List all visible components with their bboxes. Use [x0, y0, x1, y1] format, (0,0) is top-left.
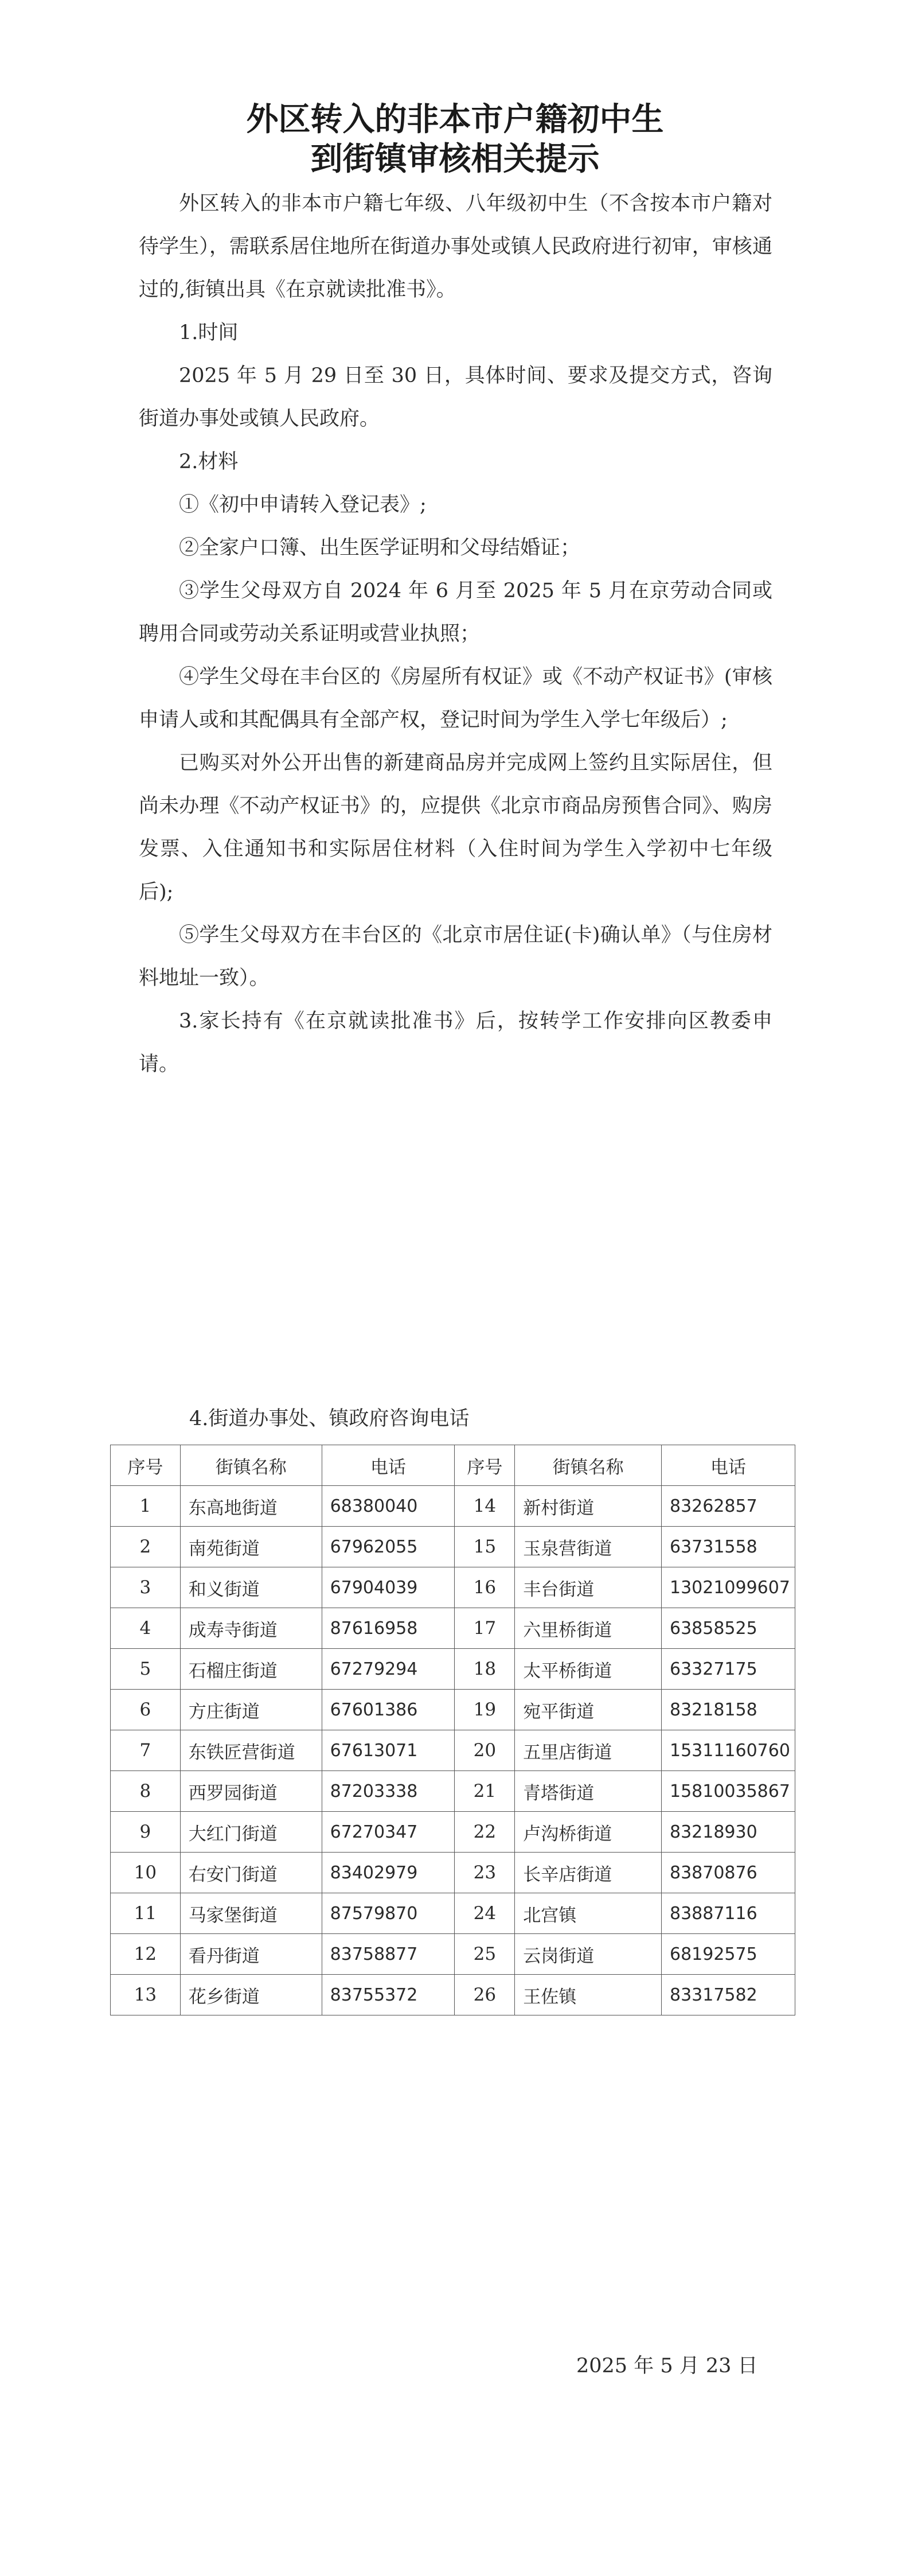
district-name-cell: 北宫镇 [515, 1893, 662, 1934]
district-name-cell: 卢沟桥街道 [515, 1812, 662, 1853]
phone-number-cell: 83402979 [322, 1853, 455, 1893]
table-header-cell: 街镇名称 [180, 1445, 322, 1486]
table-row [111, 1934, 795, 1975]
phone-number-cell: 83218930 [661, 1812, 795, 1853]
row-number-cell: 16 [455, 1567, 515, 1608]
document-body [139, 182, 772, 1086]
phone-number-cell: 87579870 [322, 1893, 455, 1934]
district-name-cell: 王佐镇 [515, 1975, 662, 2015]
body-paragraph: ④学生父母在丰台区的《房屋所有权证》或《不动产权证书》(审核申请人或和其配偶具有全部产权，登记时间为学生入学七年级后）; [139, 666, 772, 731]
district-name-cell: 方庄街道 [180, 1690, 322, 1730]
table-header-row [111, 1445, 795, 1486]
phone-number-cell: 63858525 [661, 1608, 795, 1649]
row-number-cell: 1 [111, 1486, 181, 1527]
phone-number-cell: 67279294 [322, 1649, 455, 1690]
table-row [111, 1486, 795, 1527]
row-number-cell: 13 [111, 1975, 181, 2015]
table-header-cell: 电话 [322, 1445, 455, 1486]
body-paragraph: 2025 年 5 月 29 日至 30 日，具体时间、要求及提交方式，咨询街道办事处或镇人民政府。 [139, 364, 772, 430]
district-name-cell: 马家堡街道 [180, 1893, 322, 1934]
district-name-cell: 石榴庄街道 [180, 1649, 322, 1690]
district-name-cell: 右安门街道 [180, 1853, 322, 1893]
contact-phone-table [110, 1445, 795, 2015]
row-number-cell: 23 [455, 1853, 515, 1893]
phone-number-cell: 63731558 [661, 1527, 795, 1567]
row-number-cell: 14 [455, 1486, 515, 1527]
row-number-cell: 2 [111, 1527, 181, 1567]
phone-number-cell: 83218158 [661, 1690, 795, 1730]
row-number-cell: 15 [455, 1527, 515, 1567]
district-name-cell: 太平桥街道 [515, 1649, 662, 1690]
table-body [111, 1486, 795, 2015]
row-number-cell: 18 [455, 1649, 515, 1690]
row-number-cell: 10 [111, 1853, 181, 1893]
district-name-cell: 六里桥街道 [515, 1608, 662, 1649]
document-title-line-2: 到街镇审核相关提示 [310, 140, 600, 178]
body-paragraph: 2.材料 [179, 450, 239, 473]
phone-number-cell: 67270347 [322, 1812, 455, 1853]
table-heading: 4.街道办事处、镇政府咨询电话 [189, 1407, 470, 1430]
phone-number-cell: 67904039 [322, 1567, 455, 1608]
table-row [111, 1567, 795, 1608]
body-paragraph: 1.时间 [179, 321, 239, 344]
district-name-cell: 和义街道 [180, 1567, 322, 1608]
district-name-cell: 南苑街道 [180, 1527, 322, 1567]
row-number-cell: 9 [111, 1812, 181, 1853]
table-row [111, 1812, 795, 1853]
body-paragraph: ⑤学生父母双方在丰台区的《北京市居住证(卡)确认单》（与住房材料地址一致）。 [139, 924, 772, 990]
row-number-cell: 19 [455, 1690, 515, 1730]
table-row [111, 1690, 795, 1730]
district-name-cell: 丰台街道 [515, 1567, 662, 1608]
district-name-cell: 花乡街道 [180, 1975, 322, 2015]
row-number-cell: 20 [455, 1730, 515, 1771]
row-number-cell: 8 [111, 1771, 181, 1812]
district-name-cell: 成寿寺街道 [180, 1608, 322, 1649]
body-paragraph: 3.家长持有《在京就读批准书》后，按转学工作安排向区教委申请。 [139, 1010, 772, 1076]
district-name-cell: 青塔街道 [515, 1771, 662, 1812]
phone-number-cell: 68192575 [661, 1934, 795, 1975]
district-name-cell: 五里店街道 [515, 1730, 662, 1771]
phone-number-cell: 83317582 [661, 1975, 795, 2015]
row-number-cell: 12 [111, 1934, 181, 1975]
phone-number-cell: 67601386 [322, 1690, 455, 1730]
body-paragraph: ①《初中申请转入登记表》; [179, 493, 427, 516]
district-name-cell: 东铁匠营街道 [180, 1730, 322, 1771]
body-paragraph: ②全家户口簿、出生医学证明和父母结婚证； [179, 536, 581, 559]
phone-number-cell: 83887116 [661, 1893, 795, 1934]
row-number-cell: 11 [111, 1893, 181, 1934]
body-paragraph: 外区转入的非本市户籍七年级、八年级初中生（不含按本市户籍对待学生），需联系居住地所在街道办事处或镇人民政府进行初审，审核通过的,街镇出具《在京就读批准书》。 [139, 192, 772, 301]
district-name-cell: 新村街道 [515, 1486, 662, 1527]
row-number-cell: 26 [455, 1975, 515, 2015]
district-name-cell: 玉泉营街道 [515, 1527, 662, 1567]
phone-number-cell: 83755372 [322, 1975, 455, 2015]
phone-number-cell: 87616958 [322, 1608, 455, 1649]
row-number-cell: 4 [111, 1608, 181, 1649]
phone-number-cell: 13021099607 [661, 1567, 795, 1608]
phone-number-cell: 83870876 [661, 1853, 795, 1893]
row-number-cell: 3 [111, 1567, 181, 1608]
phone-number-cell: 83262857 [661, 1486, 795, 1527]
table-row [111, 1853, 795, 1893]
body-paragraph: 已购买对外公开出售的新建商品房并完成网上签约且实际居住，但尚未办理《不动产权证书》的，应提供《北京市商品房预售合同》、购房发票、入住通知书和实际居住材料（入住时间为学生入学初中七年级后); [139, 752, 772, 904]
row-number-cell: 21 [455, 1771, 515, 1812]
row-number-cell: 17 [455, 1608, 515, 1649]
row-number-cell: 7 [111, 1730, 181, 1771]
table-row [111, 1975, 795, 2015]
table-header-cell: 序号 [111, 1445, 181, 1486]
district-name-cell: 大红门街道 [180, 1812, 322, 1853]
table-row [111, 1608, 795, 1649]
table-header-cell: 电话 [661, 1445, 795, 1486]
phone-number-cell: 15810035867 [661, 1771, 795, 1812]
district-name-cell: 看丹街道 [180, 1934, 322, 1975]
phone-number-cell: 83758877 [322, 1934, 455, 1975]
district-name-cell: 东高地街道 [180, 1486, 322, 1527]
table-header-cell: 街镇名称 [515, 1445, 662, 1486]
table-row [111, 1527, 795, 1567]
document-title-line-1: 外区转入的非本市户籍初中生 [246, 100, 664, 138]
row-number-cell: 5 [111, 1649, 181, 1690]
phone-number-cell: 15311160760 [661, 1730, 795, 1771]
district-name-cell: 宛平街道 [515, 1690, 662, 1730]
phone-number-cell: 67613071 [322, 1730, 455, 1771]
table-row [111, 1730, 795, 1771]
table-header-cell: 序号 [455, 1445, 515, 1486]
phone-number-cell: 68380040 [322, 1486, 455, 1527]
document-date: 2025 年 5 月 23 日 [576, 2355, 758, 2377]
row-number-cell: 25 [455, 1934, 515, 1975]
phone-number-cell: 87203338 [322, 1771, 455, 1812]
table-row [111, 1771, 795, 1812]
row-number-cell: 22 [455, 1812, 515, 1853]
district-name-cell: 云岗街道 [515, 1934, 662, 1975]
table-row [111, 1893, 795, 1934]
row-number-cell: 6 [111, 1690, 181, 1730]
row-number-cell: 24 [455, 1893, 515, 1934]
district-name-cell: 西罗园街道 [180, 1771, 322, 1812]
phone-number-cell: 67962055 [322, 1527, 455, 1567]
body-paragraph: ③学生父母双方自 2024 年 6 月至 2025 年 5 月在京劳动合同或聘用合同或劳动关系证明或营业执照； [139, 579, 772, 645]
phone-number-cell: 63327175 [661, 1649, 795, 1690]
table-row [111, 1649, 795, 1690]
district-name-cell: 长辛店街道 [515, 1853, 662, 1893]
